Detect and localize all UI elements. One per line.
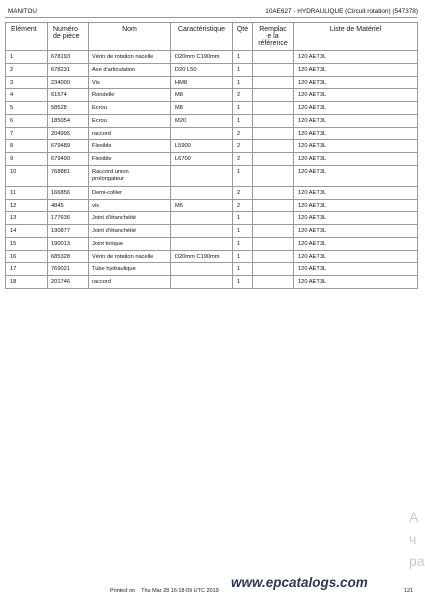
cell-bill-of-materials: 120 AET3L xyxy=(294,165,418,186)
cell-element: 18 xyxy=(6,276,48,289)
cell-characteristic: M20 xyxy=(171,114,233,127)
cell-quantity: 1 xyxy=(233,63,253,76)
cell-name: Rondelle xyxy=(89,89,171,102)
brand-name: MANITOU xyxy=(8,8,37,15)
cell-replaces xyxy=(253,237,294,250)
cell-quantity: 1 xyxy=(233,250,253,263)
cell-replaces xyxy=(253,89,294,102)
cell-replaces xyxy=(253,51,294,64)
document-title: 10AE627 - HYDRAULIQUE (Circuit rotation) (547378) xyxy=(265,8,418,15)
cell-part-number: 234000 xyxy=(48,76,89,89)
table-row xyxy=(6,153,418,166)
cell-replaces xyxy=(253,165,294,186)
edge-watermark xyxy=(409,506,423,574)
cell-name: Joint d'étanchéité xyxy=(89,212,171,225)
cell-characteristic: D20mm C190mm xyxy=(171,51,233,64)
cell-name: Ecrou xyxy=(89,102,171,115)
cell-characteristic: M8 xyxy=(171,89,233,102)
edge-watermark-fragment: ра xyxy=(409,553,425,569)
cell-part-number: 679490 xyxy=(48,153,89,166)
cell-name: Demi-collier xyxy=(89,186,171,199)
column-header-line: Liste de Matériel xyxy=(329,26,382,33)
cell-element: 13 xyxy=(6,212,48,225)
edge-watermark-fragment: ч xyxy=(409,531,417,547)
cell-name: Ecrou xyxy=(89,114,171,127)
cell-bill-of-materials: 120 AET3L xyxy=(294,127,418,140)
cell-characteristic xyxy=(171,225,233,238)
cell-element: 14 xyxy=(6,225,48,238)
column-header-line: Caractéristique xyxy=(177,26,226,33)
watermark-text: www.epcatalogs.com xyxy=(231,575,368,590)
header-divider xyxy=(5,17,417,18)
cell-name: Joint d'étanchéité xyxy=(89,225,171,238)
cell-bill-of-materials: 120 AET3L xyxy=(294,225,418,238)
column-header-quantity xyxy=(233,23,253,51)
cell-quantity: 1 xyxy=(233,102,253,115)
table-row xyxy=(6,199,418,212)
column-header-bill-of-materials xyxy=(294,23,418,51)
table-row xyxy=(6,186,418,199)
table-row xyxy=(6,76,418,89)
cell-element: 17 xyxy=(6,263,48,276)
cell-name: raccord xyxy=(89,276,171,289)
cell-name: Vérin de rotation nacelle xyxy=(89,51,171,64)
cell-name: vis xyxy=(89,199,171,212)
cell-quantity: 2 xyxy=(233,199,253,212)
cell-quantity: 1 xyxy=(233,263,253,276)
column-header-line: Remplac xyxy=(259,26,287,33)
table-body xyxy=(6,51,418,289)
column-header-line: Nom xyxy=(122,26,137,33)
cell-part-number: 190877 xyxy=(48,225,89,238)
cell-bill-of-materials: 120 AET3L xyxy=(294,89,418,102)
cell-bill-of-materials: 120 AET3L xyxy=(294,199,418,212)
cell-element: 2 xyxy=(6,63,48,76)
printed-label: Printed on xyxy=(110,588,136,594)
cell-name: Tube hydraulique xyxy=(89,263,171,276)
cell-bill-of-materials: 120 AET3L xyxy=(294,63,418,76)
table-row xyxy=(6,140,418,153)
table-row xyxy=(6,51,418,64)
cell-element: 16 xyxy=(6,250,48,263)
cell-replaces xyxy=(253,114,294,127)
cell-characteristic: L5900 xyxy=(171,140,233,153)
cell-part-number: 679489 xyxy=(48,140,89,153)
cell-element: 15 xyxy=(6,237,48,250)
table-row xyxy=(6,276,418,289)
cell-bill-of-materials: 120 AET3L xyxy=(294,212,418,225)
cell-part-number: 4845 xyxy=(48,199,89,212)
table-row xyxy=(6,165,418,186)
cell-replaces xyxy=(253,63,294,76)
cell-bill-of-materials: 120 AET3L xyxy=(294,276,418,289)
table-row xyxy=(6,225,418,238)
cell-characteristic xyxy=(171,165,233,186)
cell-part-number: 685328 xyxy=(48,250,89,263)
column-header-line: Numéro xyxy=(53,26,78,33)
cell-replaces xyxy=(253,76,294,89)
column-header-replaces xyxy=(253,23,294,51)
cell-bill-of-materials: 120 AET3L xyxy=(294,114,418,127)
cell-replaces xyxy=(253,127,294,140)
cell-bill-of-materials: 120 AET3L xyxy=(294,51,418,64)
cell-name: Vérin de rotation nacelle xyxy=(89,250,171,263)
column-header-element xyxy=(6,23,48,51)
cell-element: 6 xyxy=(6,114,48,127)
cell-element: 9 xyxy=(6,153,48,166)
cell-part-number: 201746 xyxy=(48,276,89,289)
cell-element: 8 xyxy=(6,140,48,153)
table-row xyxy=(6,63,418,76)
cell-quantity: 2 xyxy=(233,140,253,153)
cell-name: Vis xyxy=(89,76,171,89)
cell-bill-of-materials: 120 AET3L xyxy=(294,186,418,199)
column-header-line: de pièce xyxy=(53,33,80,40)
cell-characteristic xyxy=(171,186,233,199)
cell-part-number: 678193 xyxy=(48,51,89,64)
cell-characteristic xyxy=(171,212,233,225)
cell-part-number: 204995 xyxy=(48,127,89,140)
cell-name: Flexible xyxy=(89,153,171,166)
cell-bill-of-materials: 120 AET3L xyxy=(294,76,418,89)
cell-characteristic: L6700 xyxy=(171,153,233,166)
cell-bill-of-materials: 120 AET3L xyxy=(294,102,418,115)
cell-quantity: 1 xyxy=(233,276,253,289)
cell-name: Joint torique xyxy=(89,237,171,250)
cell-characteristic xyxy=(171,237,233,250)
cell-replaces xyxy=(253,276,294,289)
cell-element: 11 xyxy=(6,186,48,199)
parts-table xyxy=(5,22,418,289)
cell-quantity: 1 xyxy=(233,212,253,225)
cell-bill-of-materials: 120 AET3L xyxy=(294,250,418,263)
cell-quantity: 2 xyxy=(233,153,253,166)
print-timestamp xyxy=(110,588,219,594)
cell-replaces xyxy=(253,250,294,263)
header-row xyxy=(6,23,418,51)
cell-bill-of-materials: 120 AET3L xyxy=(294,263,418,276)
cell-characteristic: M8 xyxy=(171,102,233,115)
cell-quantity: 1 xyxy=(233,237,253,250)
column-header-line: Qté xyxy=(236,26,249,33)
cell-part-number: 768881 xyxy=(48,165,89,186)
cell-name: Axe d'articulation xyxy=(89,63,171,76)
cell-part-number: 61674 xyxy=(48,89,89,102)
edge-watermark-fragment: А xyxy=(409,509,419,525)
table-row xyxy=(6,114,418,127)
cell-replaces xyxy=(253,225,294,238)
cell-name: Flexible xyxy=(89,140,171,153)
table-row xyxy=(6,127,418,140)
cell-quantity: 1 xyxy=(233,225,253,238)
cell-name: Raccord union prolongateur xyxy=(89,165,171,186)
cell-characteristic xyxy=(171,276,233,289)
cell-characteristic xyxy=(171,127,233,140)
cell-quantity: 1 xyxy=(233,114,253,127)
column-header-name xyxy=(89,23,171,51)
page-number: 121 xyxy=(404,588,414,594)
cell-characteristic: D20 L50 xyxy=(171,63,233,76)
cell-characteristic xyxy=(171,263,233,276)
cell-part-number: 58528 xyxy=(48,102,89,115)
cell-quantity: 2 xyxy=(233,186,253,199)
cell-element: 4 xyxy=(6,89,48,102)
cell-replaces xyxy=(253,140,294,153)
cell-part-number: 190013 xyxy=(48,237,89,250)
column-header-line: e la xyxy=(267,33,279,40)
printed-date: Thu Mar 28 16:18:09 UTC 2019 xyxy=(141,588,219,594)
cell-replaces xyxy=(253,212,294,225)
cell-replaces xyxy=(253,102,294,115)
column-header-characteristic xyxy=(171,23,233,51)
cell-element: 5 xyxy=(6,102,48,115)
cell-part-number: 177636 xyxy=(48,212,89,225)
table-row xyxy=(6,237,418,250)
table-row xyxy=(6,263,418,276)
table-row xyxy=(6,250,418,263)
cell-element: 1 xyxy=(6,51,48,64)
cell-part-number: 185054 xyxy=(48,114,89,127)
cell-replaces xyxy=(253,186,294,199)
table-row xyxy=(6,89,418,102)
cell-element: 3 xyxy=(6,76,48,89)
cell-element: 12 xyxy=(6,199,48,212)
cell-characteristic: D20mm C190mm xyxy=(171,250,233,263)
cell-part-number: 769021 xyxy=(48,263,89,276)
cell-part-number: 678231 xyxy=(48,63,89,76)
cell-quantity: 2 xyxy=(233,127,253,140)
column-header-part-number xyxy=(48,23,89,51)
column-header-line: Elément xyxy=(11,26,37,33)
cell-bill-of-materials: 120 AET3L xyxy=(294,140,418,153)
cell-replaces xyxy=(253,263,294,276)
cell-bill-of-materials: 120 AET3L xyxy=(294,153,418,166)
table-header xyxy=(6,23,418,51)
cell-quantity: 1 xyxy=(233,76,253,89)
cell-quantity: 2 xyxy=(233,89,253,102)
table-row xyxy=(6,102,418,115)
table-row xyxy=(6,212,418,225)
cell-characteristic: M6 xyxy=(171,199,233,212)
cell-replaces xyxy=(253,153,294,166)
cell-quantity: 1 xyxy=(233,165,253,186)
cell-quantity: 1 xyxy=(233,51,253,64)
cell-bill-of-materials: 120 AET3L xyxy=(294,237,418,250)
cell-element: 7 xyxy=(6,127,48,140)
cell-name: raccord xyxy=(89,127,171,140)
cell-element: 10 xyxy=(6,165,48,186)
cell-replaces xyxy=(253,199,294,212)
cell-part-number: 166856 xyxy=(48,186,89,199)
column-header-line: référence xyxy=(258,40,288,47)
cell-characteristic: HM8 xyxy=(171,76,233,89)
